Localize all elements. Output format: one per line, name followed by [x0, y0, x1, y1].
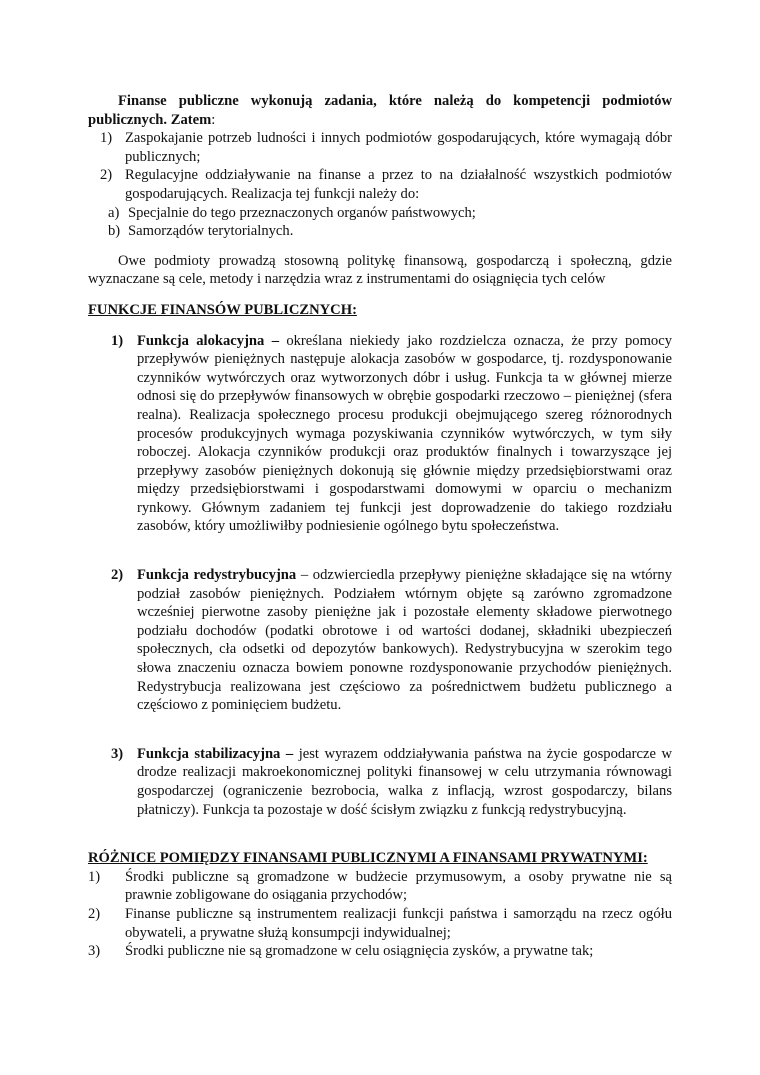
function-item-stabilization [88, 745, 672, 819]
list-marker: b) [108, 223, 121, 240]
list-marker: 2) [88, 905, 101, 922]
list-item-text: Finanse publiczne są instrumentem realizacji funkcji państwa i samorządu na rzecz ogółu obywateli, a prywatne służą konsumpcji indywidualnej; [125, 905, 672, 941]
list-marker: 2) [111, 567, 124, 584]
list-marker: 1) [88, 868, 101, 885]
function-text: – odzwierciedla przepływy pieniężne składające się na wtórny podział zasobów pieniężnych. Podziałem wtórnym objęte są zarówno zgromadzone wcześniej pierwotne zasoby pieniężne jak i pozostałe elementy składowe pierwotnego podziału dochodów (podatki obrotowe i od wartości dodanej, składniki ubezpieczeń społecznych, cła odsetki od depozytów bankowych). Redystrybucyjna w szerokim tego słowa znaczeniu oznacza bowiem ponowne rozdysponowanie przychodów pieniężnych. Redystrybucja realizowana jest częściowo za pośrednictwem budżetu publicznego a częściowo z pominięciem budżetu. [137, 567, 672, 714]
intro-paragraph: Owe podmioty prowadzą stosowną politykę finansową, gospodarczą i społeczną, gdzie wyznaczane są cele, metody i narzędzia wraz z instrumentami do osiągnięcia tych celów [88, 252, 672, 288]
list-marker: 3) [88, 943, 101, 960]
list-marker: 1) [111, 332, 124, 349]
list-marker: 2) [100, 167, 113, 184]
list-marker: 3) [111, 745, 124, 762]
function-item-redistribution [88, 566, 672, 715]
list-item [108, 204, 672, 223]
list-item-text: Środki publiczne nie są gromadzone w celu osiągnięcia zysków, a prywatne tak; [125, 943, 594, 960]
function-text: określana niekiedy jako rozdzielcza oznacza, że przy pomocy przepływów pieniężnych następuje alokacja zasobów w gospodarce, tj. rozdysponowanie czynników wytwórczych oraz wytworzonych dóbr i usług. Funkcja ta w głównej mierze odnosi się do przepływów finansowych w obrębie gospodarki rzeczowo – pieniężnej (sfera realna). Realizacja społecznego procesu produkcji obejmującego szereg różnorodnych procesów produkcyjnych wymaga pozyskiwania czynników wytwórczych, w tym siły roboczej. Alokacja czynników produkcji oraz produktów finalnych i towarzyszące jej przepływy zasobów pieniężnych dokonują się głównie między przedsiębiorstwami oraz między przedsiębiorstwami i gospodarstwami domowymi w oparciu o mechanizm rynkowy. Głównym zadaniem tej funkcji jest doprowadzenie do takiego rozdziału zasobów, który umożliwiłby podniesienie ogólnego bytu społeczeństwa. [137, 332, 672, 535]
list-item-text: Regulacyjne oddziaływanie na finanse a przez to na działalność wszystkich podmiotów gospodarujących. Realizacja tej funkcji należy do: [125, 167, 672, 202]
list-item-text: Specjalnie do tego przeznaczonych organów państwowych; [128, 204, 476, 221]
list-item [88, 868, 672, 905]
intro-lead-colon: : [211, 111, 216, 128]
function-item-allocation [88, 332, 672, 537]
functions-list [88, 332, 672, 820]
list-item [88, 942, 672, 961]
function-title: Funkcja redystrybucyjna [137, 567, 297, 584]
list-item-text: Środki publiczne są gromadzone w budżecie przymusowym, a osoby prywatne nie są prawnie zobligowane do osiągania przychodów; [125, 868, 672, 904]
list-item [88, 166, 672, 203]
intro-lead [88, 92, 672, 129]
document-page [88, 92, 672, 961]
intro-lead-bold: Finanse publiczne wykonują zadania, które należą do kompetencji podmiotów publicznych. Zatem [88, 93, 672, 128]
intro-list [88, 129, 672, 203]
list-marker: 1) [100, 130, 113, 147]
list-item [88, 129, 672, 166]
list-item [108, 222, 672, 241]
function-text: jest wyrazem oddziaływania państwa na życie gospodarcze w drodze realizacji makroekonomicznej polityki finansowej w celu utrzymania równowagi gospodarczej (ograniczenie bezrobocia, walka z inflacją, wzrost gospodarczy, bilans płatniczy). Funkcja ta pozostaje w dość ścisłym związku z funkcją redystrybucyjną. [137, 745, 672, 818]
differences-list [88, 868, 672, 961]
list-marker: a) [108, 204, 120, 221]
intro-sub-list [108, 204, 672, 241]
list-item-text: Zaspokajanie potrzeb ludności i innych podmiotów gospodarujących, które wymagają dóbr publicznych; [125, 130, 672, 165]
list-item [88, 905, 672, 942]
differences-heading: RÓŻNICE POMIĘDZY FINANSAMI PUBLICZNYMI A FINANSAMI PRYWATNYMI: [88, 850, 648, 867]
function-title: Funkcja stabilizacyjna – [137, 745, 294, 762]
list-item-text: Samorządów terytorialnych. [128, 223, 294, 240]
functions-heading: FUNKCJE FINANSÓW PUBLICZNYCH: [88, 301, 357, 318]
function-title: Funkcja alokacyjna – [137, 332, 279, 349]
